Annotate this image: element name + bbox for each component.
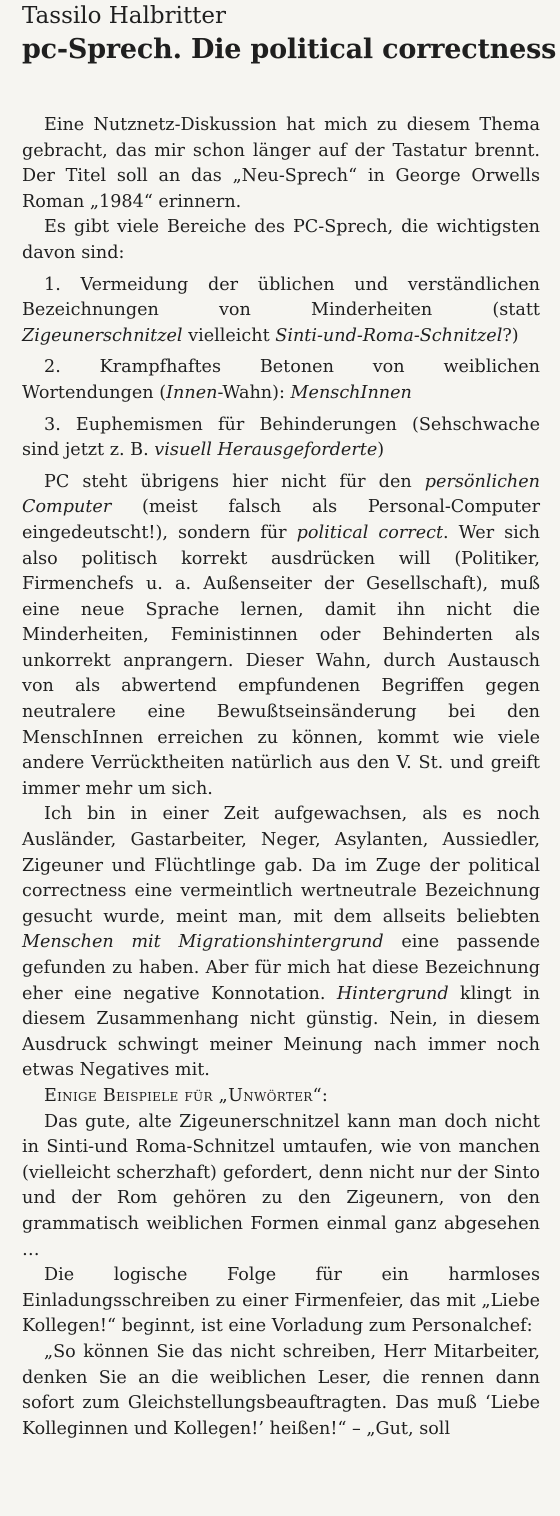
paragraph-areas: Es gibt viele Bereiche des PC-Sprech, die wichtigsten davon sind: <box>22 217 540 263</box>
article-body <box>22 113 540 1442</box>
migration-em-1: Menschen mit Migrationshintergrund <box>22 932 384 953</box>
paragraph-schnitzel: Das gute, alte Zigeunerschnitzel kann man doch nicht in Sinti-und Roma-Schnitzel umtaufen, wie von manchen (vielleicht scherzhaft) gefordert, denn nicht nur der Sinto und der Rom gehören zu den Zigeunern, von den grammatisch weiblichen Formen einmal ganz abgesehen … <box>22 1111 540 1260</box>
pc-text-3: . Wer sich also politisch korrekt ausdrücken will (Politiker, Firmenchefs u. a. Außenseiter der Gesellschaft), muß eine neue Sprache lernen, damit ihn nicht die Minderheiten, Feministinnen oder Behinderten als unkorrekt anprangern. Dieser Wahn, durch Austausch von als abwertend empfundenen Begriffen gegen neutralere eine Bewußtseinsänderung bei den MenschInnen erreichen zu können, kommt wie viele andere Verrücktheiten natürlich aus den V. St. und greift immer mehr um sich. <box>22 522 540 799</box>
pc-text-2: (meist falsch als Personal-Computer eingedeutscht!), sondern für <box>22 497 540 543</box>
paragraph-intro: Eine Nutznetz-Diskussion hat mich zu diesem Thema gebracht, das mir schon länger auf der Tastatur brennt. Der Titel soll an das „Neu-Sprech“ in George Orwells Roman „1984“ erinnern. <box>22 115 540 212</box>
list-item-1-text: 1. Vermeidung der üblichen und verständlichen Bezeichnungen von Minderheiten (statt <box>22 274 540 321</box>
paragraph-migration <box>22 802 540 1084</box>
list-item-1-text-2: vielleicht <box>182 325 276 346</box>
paragraph-pc-meaning <box>22 470 540 803</box>
list-item-2-em: Innen <box>166 382 218 403</box>
paragraph-quote: „So können Sie das nicht schreiben, Herr Mitarbeiter, denken Sie an die weiblichen Leser, die rennen dann sofort zum Gleichstellungsbeauftragten. Das muß ‘Liebe Kolleginnen und Kollegen!’ heißen!“ – „Gut, soll <box>22 1341 540 1439</box>
paragraph-invitation: Die logische Folge für ein harmloses Einladungsschreiben zu einer Firmenfeier, das mit „Liebe Kollegen!“ beginnt, ist eine Vorladung zum Personalchef: <box>22 1265 540 1337</box>
author-name: Tassilo Halbritter <box>22 3 227 29</box>
list-item-3 <box>22 413 540 464</box>
list-item-2 <box>22 355 540 406</box>
pc-text-1: PC steht übrigens hier nicht für den <box>44 471 425 492</box>
list-item-3-text: 3. Euphemismen für Behinderungen (Sehschwache sind jetzt z. B. <box>22 414 540 461</box>
list-item-2-text: 2. Krampfhaftes Betonen von weiblichen Wortendungen ( <box>22 357 540 403</box>
migration-text-1: Ich bin in einer Zeit aufgewachsen, als es noch Ausländer, Gastarbeiter, Neger, Asylanten, Aussiedler, Zigeuner und Flüchtlinge gab. Da im Zuge der political correctness eine vermeintlich wertneutrale Bezeichnung gesucht wurde, meint man, mit dem allseits beliebten <box>22 804 540 927</box>
list-item-3-text-2: ) <box>377 440 385 461</box>
migration-text-2: eine passende gefunden zu haben. Aber für mich hat diese Bezeichnung eher eine negative Konnotation. <box>22 932 540 1004</box>
migration-text-3: klingt in diesem Zusammenhang nicht günstig. Nein, in diesem Ausdruck schwingt meiner Meinung nach immer noch etwas Negatives mit. <box>22 983 540 1081</box>
list-item-1-em: Zigeunerschnitzel <box>22 325 183 346</box>
pc-em-1: persönlichen Computer <box>22 471 540 518</box>
list-item-1 <box>22 273 540 350</box>
article-title: pc-Sprech. Die political correctness <box>22 34 557 65</box>
list-item-2-text-2: -Wahn): <box>217 382 291 403</box>
section-subheading: Einige Beispiele für „Unwörter“: <box>44 1085 329 1106</box>
list-item-3-em: visuell Herausgeforderte <box>154 440 378 461</box>
list-item-1-em-2: Sinti-und-Roma-Schnitzel <box>275 325 503 346</box>
migration-em-2: Hintergrund <box>336 983 449 1004</box>
list-item-2-em-2: MenschInnen <box>290 382 412 403</box>
pc-em-2: political correct <box>296 522 444 543</box>
list-item-1-text-3: ?) <box>502 325 519 346</box>
